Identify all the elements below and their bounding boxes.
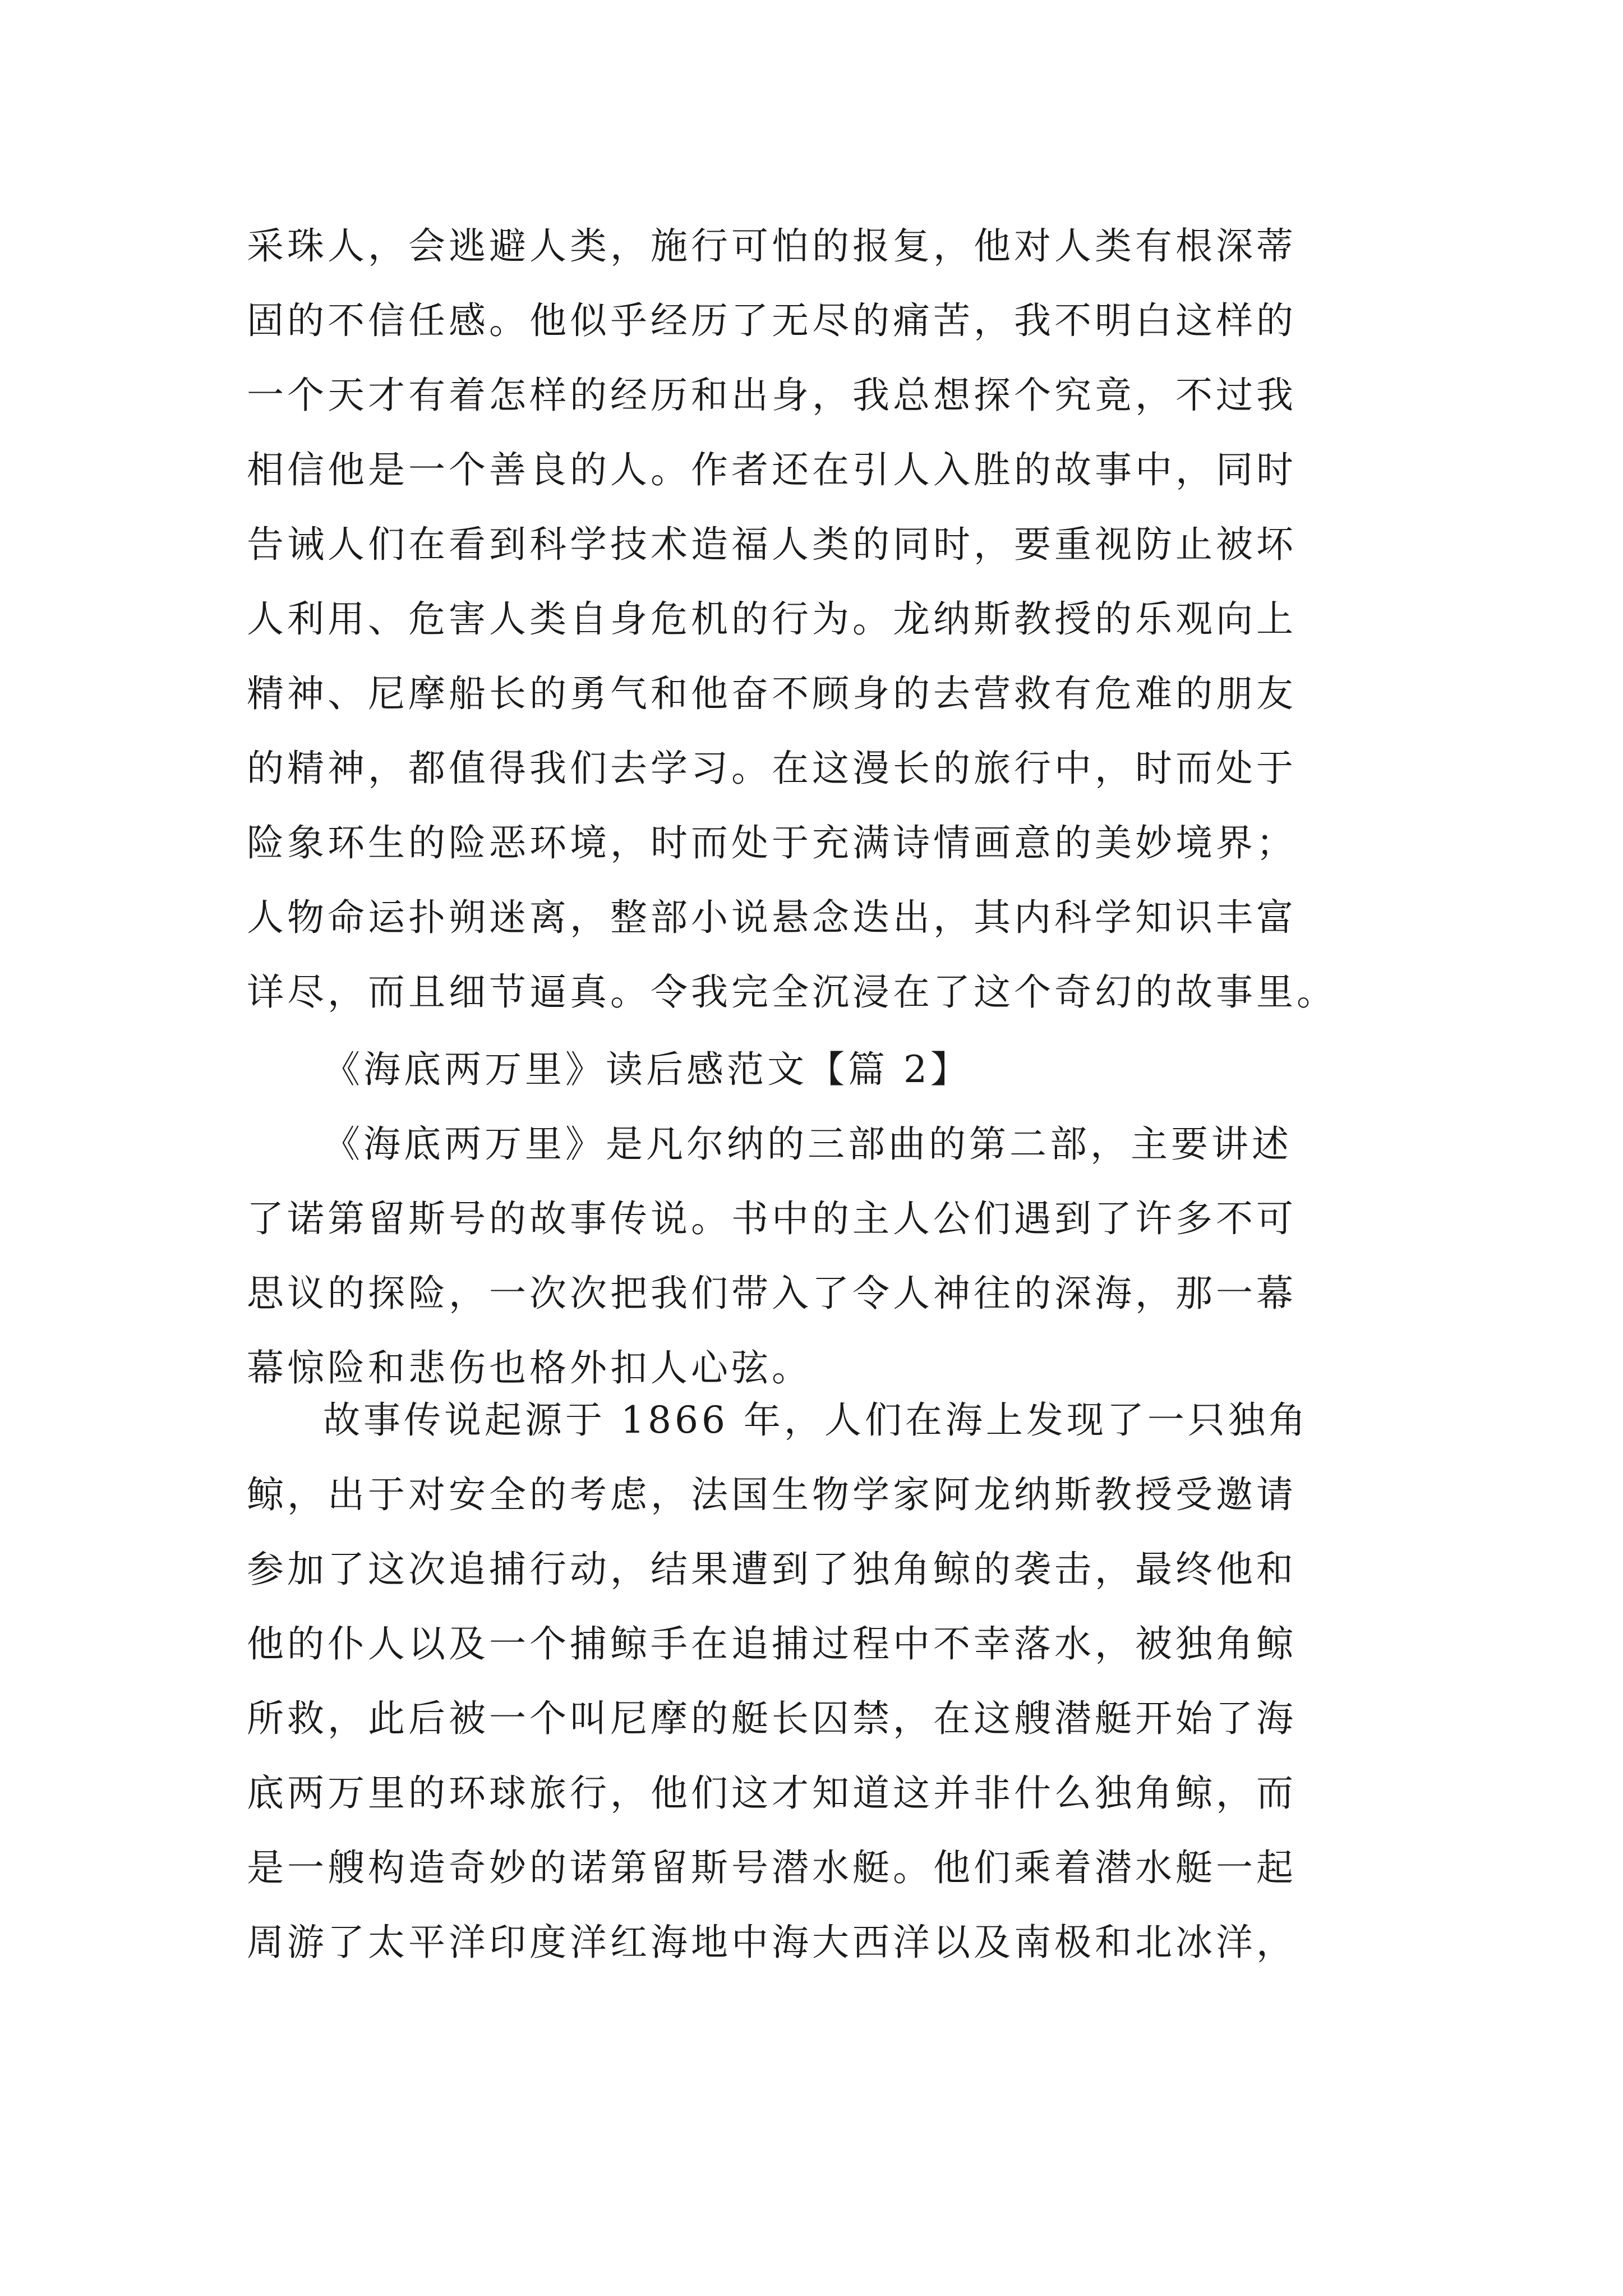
text-line: 幕惊险和悲伤也格外扣人心弦。 [247,1346,812,1389]
text-line: 固的不信任感。他似乎经历了无尽的痛苦，我不明白这样的 [247,299,1297,342]
paragraph-story [247,1383,1391,1980]
text-line: 《海底两万里》是凡尔纳的三部曲的第二部，主要讲述 [323,1122,1292,1166]
text-line: 了诺第留斯号的故事传说。书中的主人公们遇到了许多不可 [247,1197,1297,1240]
text-line: 人利用、危害人类自身危机的行为。龙纳斯教授的乐观向上 [247,597,1297,641]
text-line: 人物命运扑朔迷离，整部小说悬念迭出，其内科学知识丰富 [247,896,1297,939]
text-line: 告诫人们在看到科学技术造福人类的同时，要重视防止被坏 [247,523,1297,566]
text-line: 险象环生的险恶环境，时而处于充满诗情画意的美妙境界； [247,821,1297,864]
text-line: 一个天才有着怎样的经历和出身，我总想探个究竟，不过我 [247,374,1297,417]
text-line: 周游了太平洋印度洋红海地中海大西洋以及南极和北冰洋， [247,1921,1297,1964]
text-line: 参加了这次追捕行动，结果遭到了独角鲸的袭击，最终他和 [247,1548,1297,1591]
text-line: 思议的探险，一次次把我们带入了令人神往的深海，那一幕 [247,1272,1297,1315]
paragraph-continued [247,209,1391,1029]
text-line: 底两万里的环球旅行，他们这才知道这并非什么独角鲸，而 [247,1772,1297,1815]
section-heading-block [247,1032,1391,1405]
text-line: 是一艘构造奇妙的诺第留斯号潜水艇。他们乘着潜水艇一起 [247,1846,1297,1889]
text-line: 他的仆人以及一个捕鲸手在追捕过程中不幸落水，被独角鲸 [247,1622,1297,1665]
text-line: 相信他是一个善良的人。作者还在引人入胜的故事中，同时 [247,448,1297,491]
text-line: 所救，此后被一个叫尼摩的艇长囚禁，在这艘潜艇开始了海 [247,1697,1297,1740]
text-line: 精神、尼摩船长的勇气和他奋不顾身的去营救有危难的朋友 [247,672,1297,715]
section-heading: 《海底两万里》读后感范文【篇 2】 [323,1048,971,1091]
text-line: 鲸，出于对安全的考虑，法国生物学家阿龙纳斯教授受邀请 [247,1473,1297,1516]
text-line: 采珠人，会逃避人类，施行可怕的报复，他对人类有根深蒂 [247,224,1297,268]
text-line: 的精神，都值得我们去学习。在这漫长的旅行中，时而处于 [247,747,1297,790]
text-line: 详尽，而且细节逼真。令我完全沉浸在了这个奇幻的故事里。 [247,970,1337,1014]
text-line: 故事传说起源于 1866 年，人们在海上发现了一只独角 [323,1398,1309,1442]
